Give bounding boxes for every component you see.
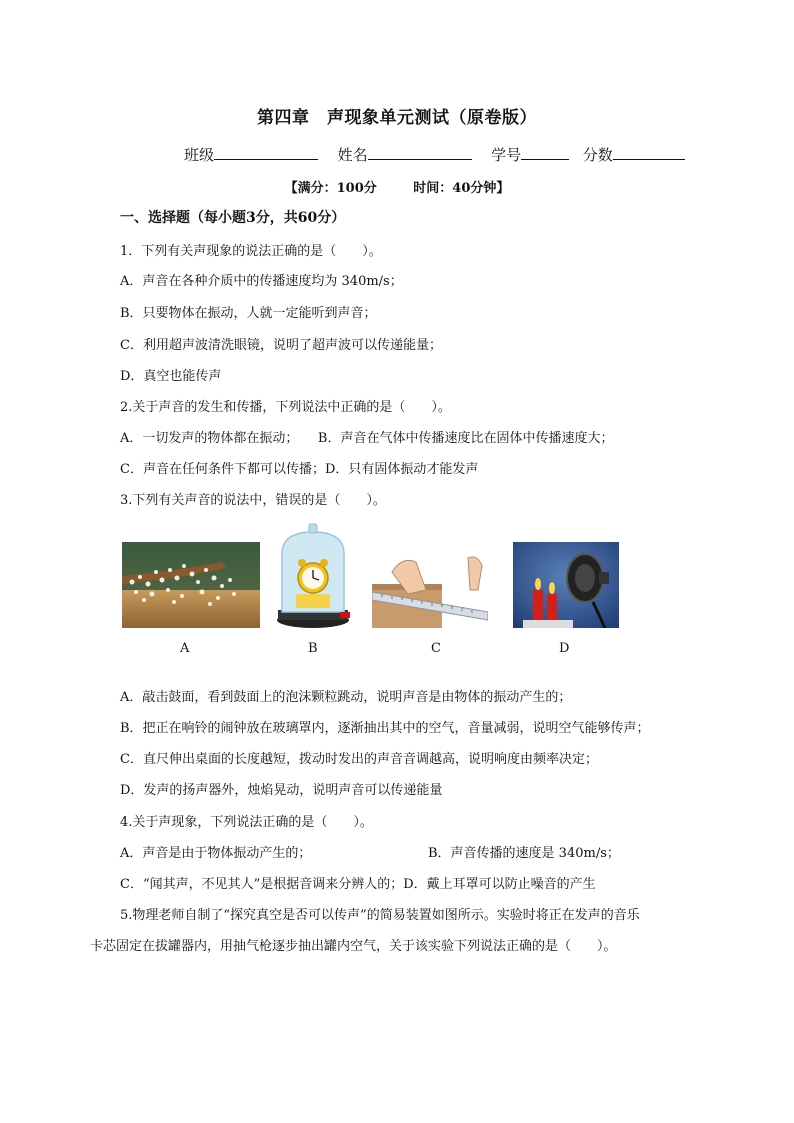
bell-jar-alarm-clock-photo	[274, 522, 352, 630]
q2-stem: 2.关于声音的发生和传播，下列说法中正确的是（ ）。	[120, 400, 451, 415]
q2-options-cd: C．声音在任何条件下都可以传播；D．只有固体振动才能发声	[120, 462, 479, 477]
q1-option-b: B．只要物体在振动，人就一定能听到声音；	[120, 306, 377, 321]
q3-option-c: C．直尺伸出桌面的长度越短，拨动时发出的声音音调越高，说明响度由频率决定；	[120, 752, 598, 767]
q1-option-d: D．真空也能传声	[120, 369, 222, 384]
time-limit: 时间：40分钟】	[413, 181, 510, 196]
figure-caption-d: D	[559, 641, 570, 656]
speaker-candle-photo	[513, 542, 619, 628]
name-blank	[368, 143, 472, 160]
q3-option-d: D．发声的扬声器外，烛焰晃动，说明声音可以传递能量	[120, 783, 443, 798]
q5-line-1: 5.物理老师自制了“探究真空是否可以传声”的简易装置如图所示。实验时将正在发声的音乐	[120, 908, 640, 923]
class-label: 班级	[184, 146, 215, 164]
exam-meta	[0, 177, 794, 196]
q3-option-b: B．把正在响铃的闹钟放在玻璃罩内，逐渐抽出其中的空气，音量减弱，说明空气能够传声；	[120, 721, 650, 736]
q1-stem: 1．下列有关声现象的说法正确的是（ ）。	[120, 244, 382, 259]
id-blank	[521, 143, 569, 160]
id-label: 学号	[491, 146, 522, 164]
q1-option-c: C．利用超声波清洗眼镜，说明了超声波可以传递能量；	[120, 338, 442, 353]
q1-option-a: A．声音在各种介质中的传播速度均为 340m/s；	[120, 274, 403, 289]
q3-stem: 3.下列有关声音的说法中，错误的是（ ）。	[120, 493, 386, 508]
full-score: 【满分：100分	[284, 181, 377, 196]
drum-foam-photo	[122, 542, 260, 628]
q3-option-a: A．敲击鼓面，看到鼓面上的泡沫颗粒跳动，说明声音是由物体的振动产生的；	[120, 690, 572, 705]
figure-caption-a: A	[180, 641, 190, 656]
figure-caption-c: C	[431, 641, 441, 656]
section-heading: 一、选择题（每小题3分，共60分）	[120, 210, 346, 226]
score-label: 分数	[582, 146, 613, 164]
q4-option-b: B．声音传播的速度是 340m/s；	[428, 846, 620, 861]
page-title: 第四章 声现象单元测试（原卷版）	[257, 108, 537, 128]
ruler-on-table-photo	[372, 550, 488, 628]
score-blank	[613, 143, 685, 160]
class-blank	[214, 143, 318, 160]
q4-stem: 4.关于声现象，下列说法正确的是（ ）。	[120, 815, 373, 830]
q4-options-cd: C．“闻其声，不见其人”是根据音调来分辨人的；D．戴上耳罩可以防止噪音的产生	[120, 877, 596, 892]
q5-line-2: 卡芯固定在拔罐器内，用抽气枪逐步抽出罐内空气，关于该实验下列说法正确的是（ ）。	[90, 939, 617, 954]
q4-option-a: A．声音是由于物体振动产生的；	[120, 846, 312, 861]
figure-caption-b: B	[308, 641, 318, 656]
q2-options-ab: A．一切发声的物体都在振动； B．声音在气体中传播速度比在固体中传播速度大；	[120, 431, 614, 446]
student-info-line	[184, 143, 685, 165]
name-label: 姓名	[337, 146, 368, 164]
